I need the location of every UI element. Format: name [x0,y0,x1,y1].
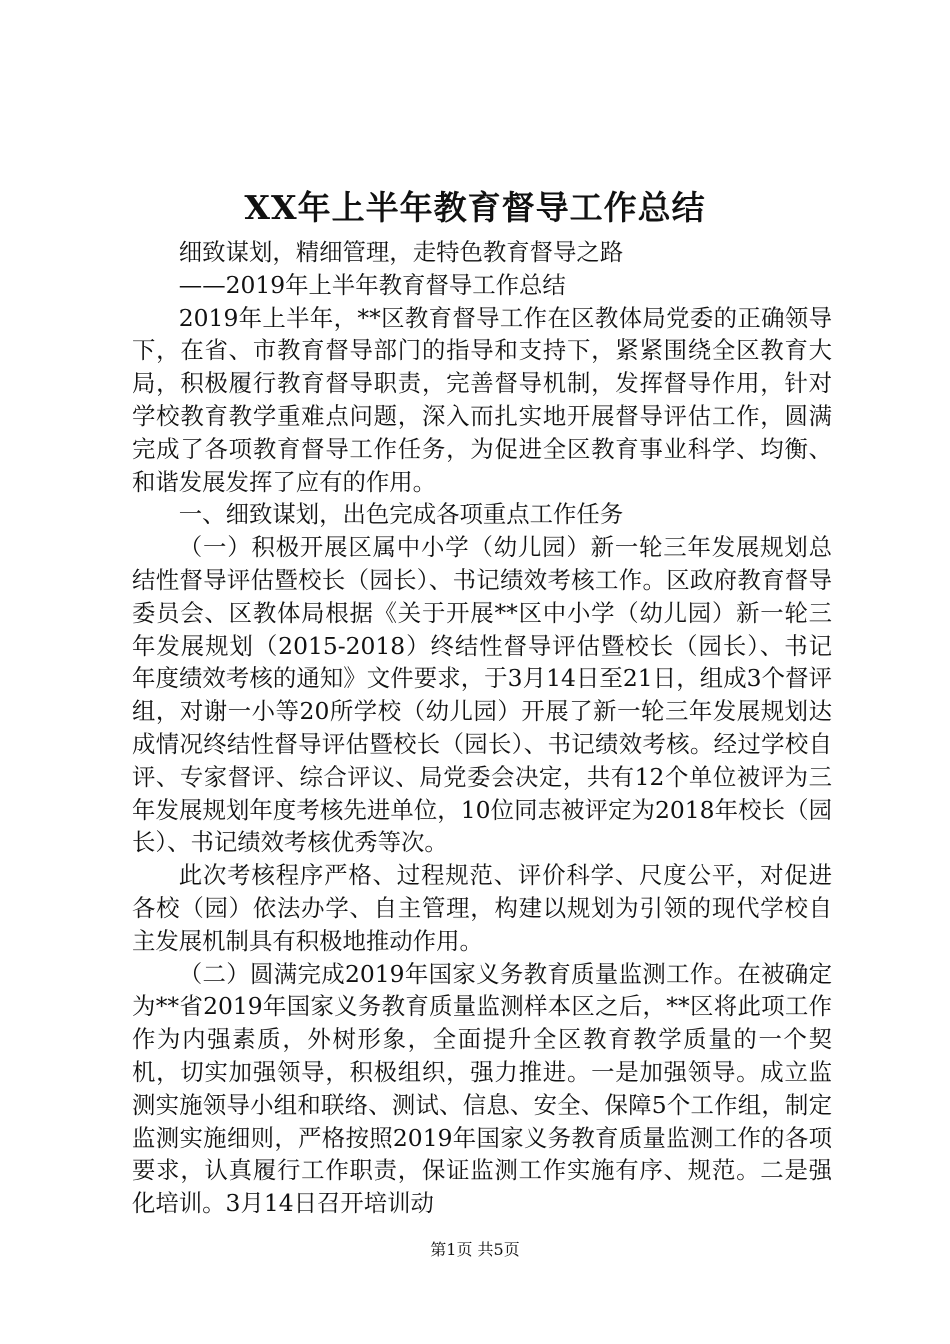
paragraph: （一）积极开展区属中小学（幼儿园）新一轮三年发展规划总结性督导评估暨校长（园长）、书记绩效考核工作。区政府教育督导委员会、区教体局根据《关于开展**区中小学（幼儿园）新一轮三年发展规划（2015-2018）终结性督导评估暨校长（园长）、书记年度绩效考核的通知》文件要求，于3月14日至21日，组成3个督评组，对谢一小等20所学校（幼儿园）开展了新一轮三年发展规划达成情况终结性督导评估暨校长（园长）、书记绩效考核。经过学校自评、专家督评、综合评议、局党委会决定，共有12个单位被评为三年发展规划年度考核先进单位，10位同志被评定为2018年校长（园长）、书记绩效考核优秀等次。 [132,533,832,857]
paragraph: 2019年上半年，**区教育督导工作在区教体局党委的正确领导下，在省、市教育督导部门的指导和支持下，紧紧围绕全区教育大局，积极履行教育督导职责，完善督导机制，发挥督导作用，针对学校教育教学重难点问题，深入而扎实地开展督导评估工作，圆满完成了各项教育督导工作任务，为促进全区教育事业科学、均衡、和谐发展发挥了应有的作用。 [132,303,832,496]
subtitle-line: 细致谋划，精细管理，走特色教育督导之路 [178,238,624,266]
paragraph: 此次考核程序严格、过程规范、评价科学、尺度公平，对促进各校（园）依法办学、自主管理，构建以规划为引领的现代学校自主发展机制具有积极地推动作用。 [132,861,832,955]
paragraph: （二）圆满完成2019年国家义务教育质量监测工作。在被确定为**省2019年国家义务教育质量监测样本区之后，**区将此项工作作为内强素质，外树形象，全面提升全区教育教学质量的一个契机，切实加强领导，积极组织，强力推进。一是加强领导。成立监测实施领导小组和联络、测试、信息、安全、保障5个工作组，制定监测实施细则，严格按照2019年国家义务教育质量监测工作的各项要求，认真履行工作职责，保证监测工作实施有序、规范。二是强化培训。3月14日召开培训动 [132,959,832,1218]
page-number-footer: 第1页 共5页 [430,1240,520,1259]
subtitle-line-2: ——2019年上半年教育督导工作总结 [178,270,566,299]
document-title: XX年上半年教育督导工作总结 [244,188,706,227]
section-heading: 一、细致谋划，出色完成各项重点工作任务 [178,500,624,529]
document-body [132,236,832,1220]
